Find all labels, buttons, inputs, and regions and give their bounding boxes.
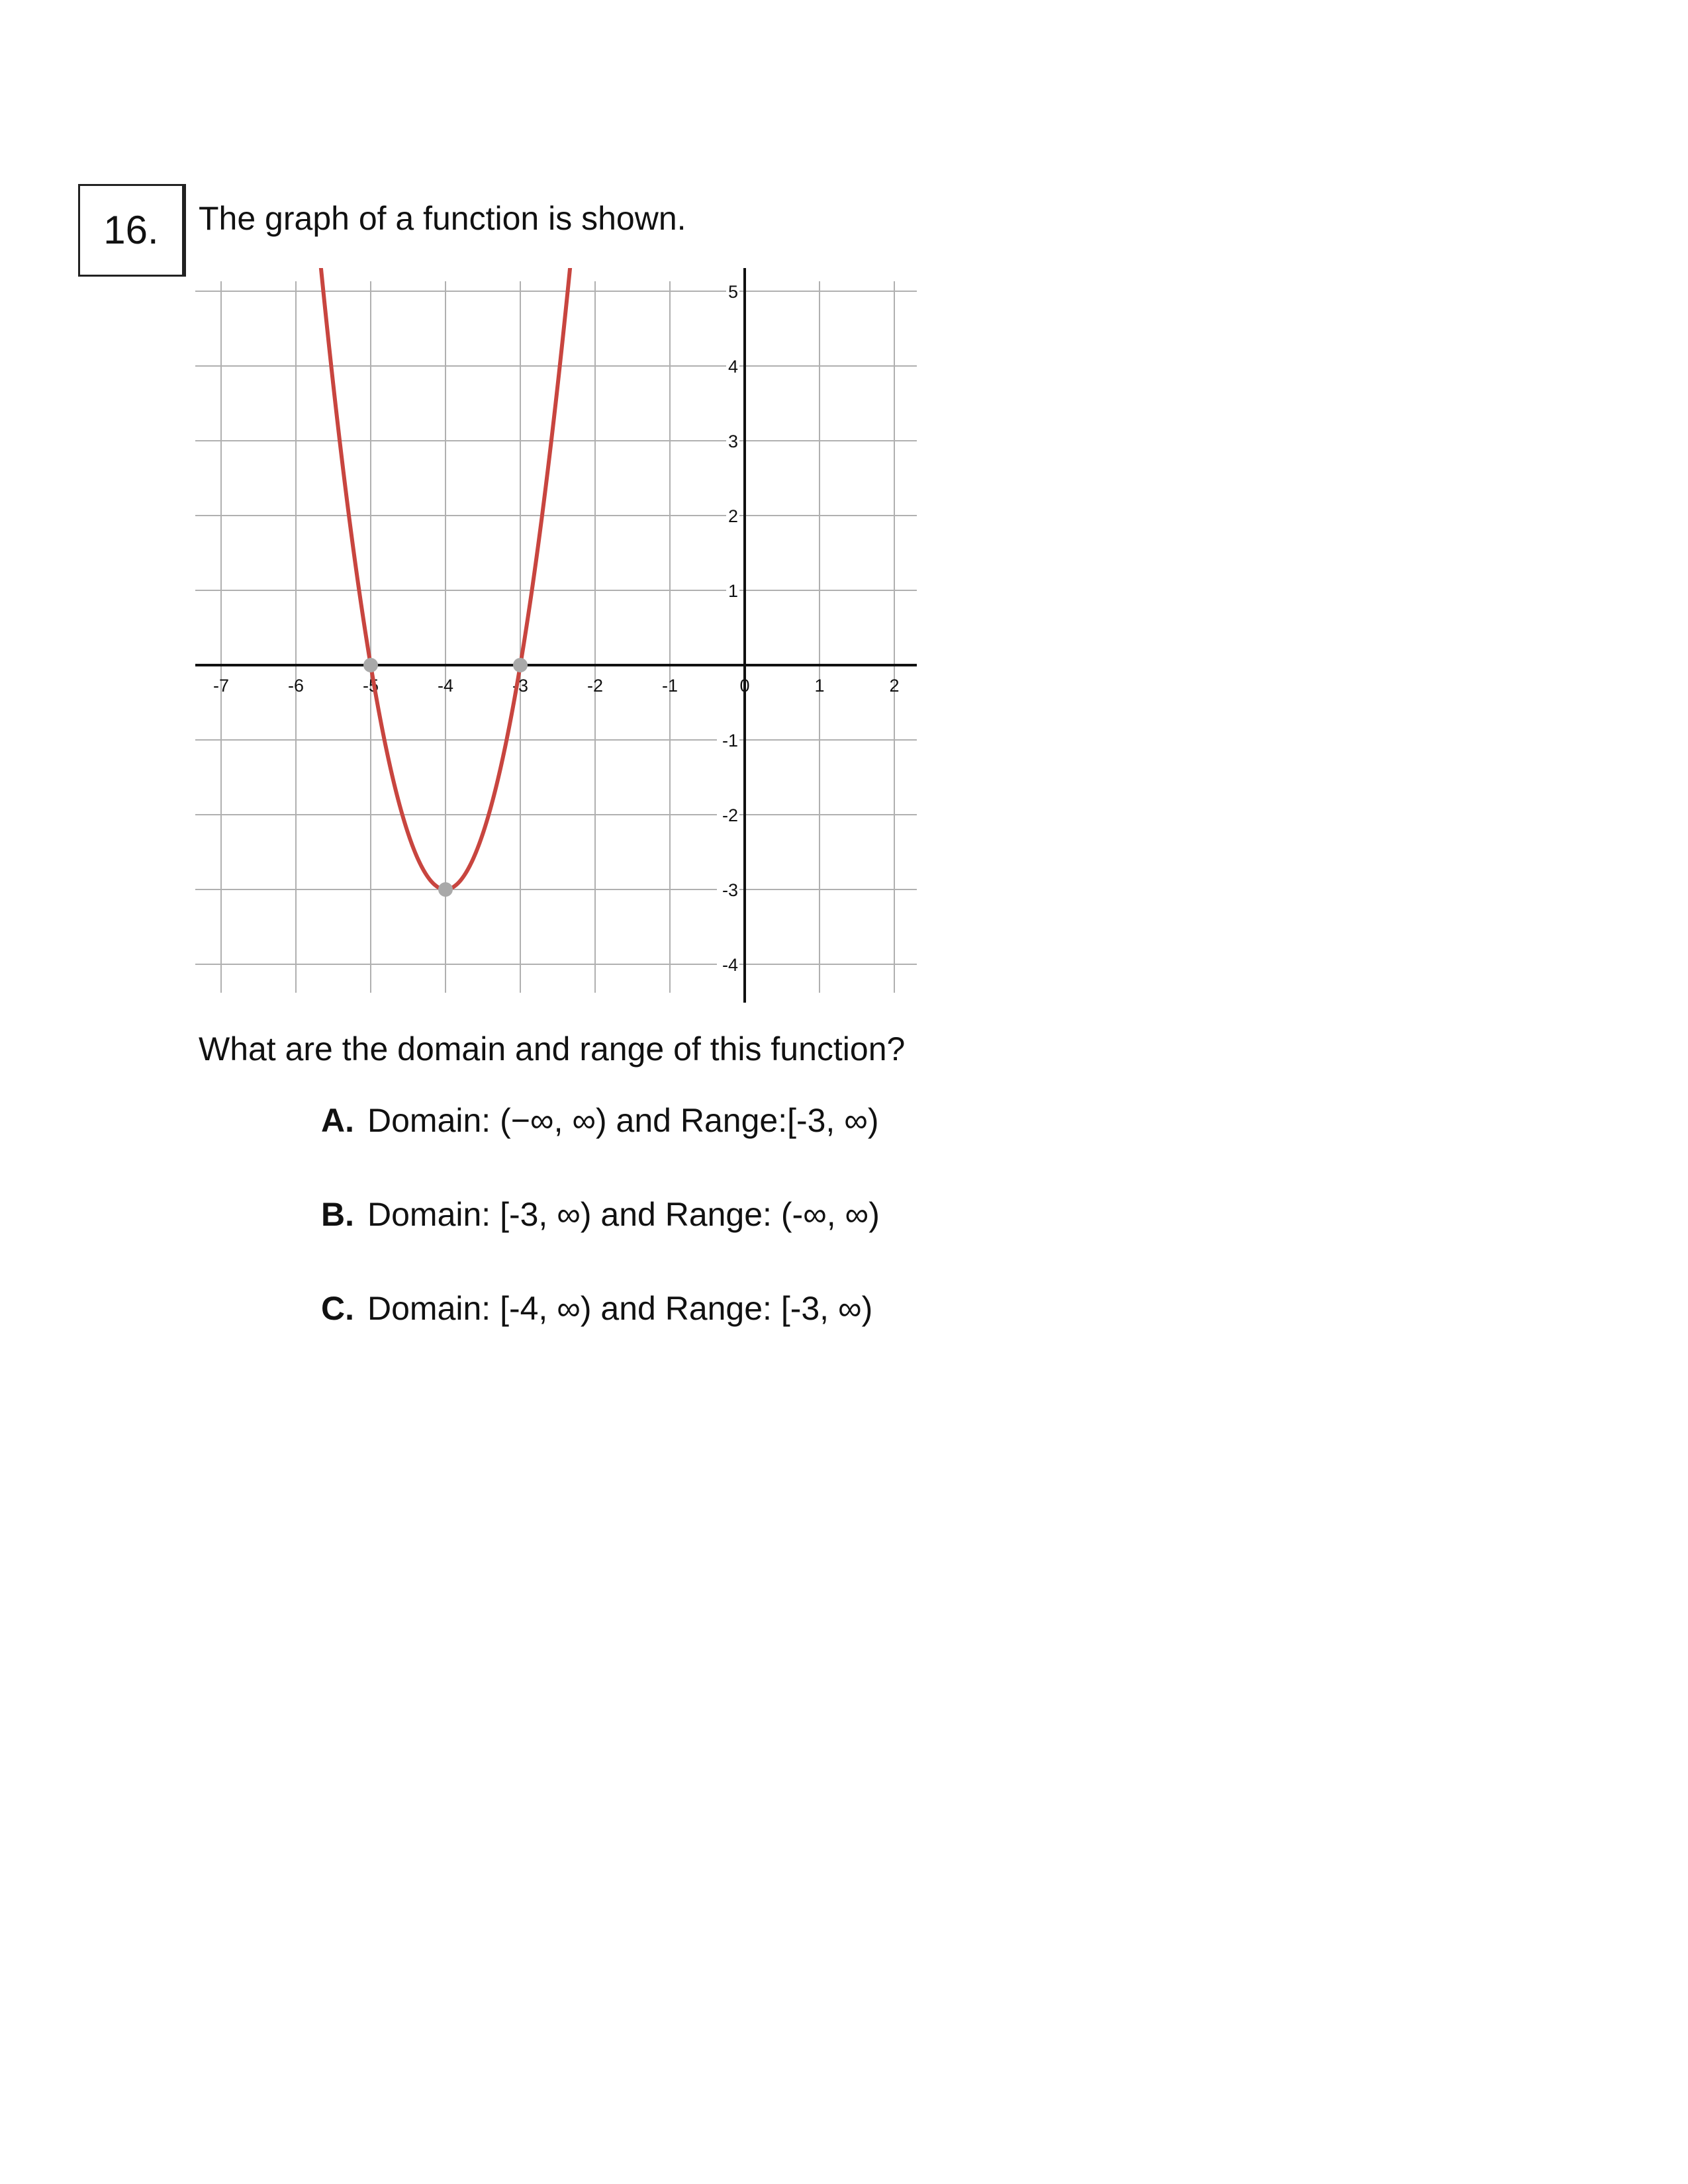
x-tick-label: -2	[586, 676, 604, 696]
x-tick-label: -5	[362, 676, 379, 696]
x-tick-label: -4	[437, 676, 454, 696]
question-stem: The graph of a function is shown.	[199, 200, 686, 237]
choice-b[interactable]	[321, 1195, 880, 1234]
choice-a[interactable]	[321, 1101, 880, 1140]
x-tick-label: -6	[287, 676, 305, 696]
y-tick-label: 4	[727, 357, 738, 377]
y-tick-label: 3	[727, 432, 738, 451]
choice-c-text: Domain: [-4, ∞) and Range: [-3, ∞)	[367, 1290, 873, 1327]
y-tick-label: 1	[727, 581, 738, 601]
x-tick-label: -1	[661, 676, 679, 696]
y-tick-label: 2	[727, 506, 738, 526]
point-x-intercept-right	[513, 658, 528, 672]
question-number-divider	[184, 184, 186, 277]
y-tick-label: -1	[722, 731, 738, 751]
x-tick-label: 2	[889, 676, 900, 696]
x-tick-label: 0	[739, 676, 750, 696]
choice-a-text: Domain: (−∞, ∞) and Range:[-3, ∞)	[367, 1102, 879, 1139]
y-tick-label: -4	[722, 955, 738, 975]
point-vertex	[438, 882, 453, 897]
answer-choices	[321, 1101, 880, 1383]
y-tick-label: -2	[722, 805, 738, 825]
choice-b-text: Domain: [-3, ∞) and Range: (-∞, ∞)	[367, 1196, 880, 1233]
choice-b-letter: B.	[321, 1196, 354, 1233]
question-number: 16.	[78, 184, 184, 277]
point-x-intercept-left	[363, 658, 378, 672]
choice-a-letter: A.	[321, 1102, 354, 1139]
choice-c-letter: C.	[321, 1290, 354, 1327]
x-tick-label: -3	[512, 676, 529, 696]
x-tick-label: 1	[814, 676, 825, 696]
question-prompt: What are the domain and range of this function?	[199, 1030, 906, 1068]
y-tick-label: -3	[722, 880, 738, 900]
x-tick-label: -7	[212, 676, 230, 696]
choice-c[interactable]	[321, 1289, 880, 1328]
function-graph	[185, 265, 927, 1009]
y-tick-label: 5	[727, 282, 738, 302]
